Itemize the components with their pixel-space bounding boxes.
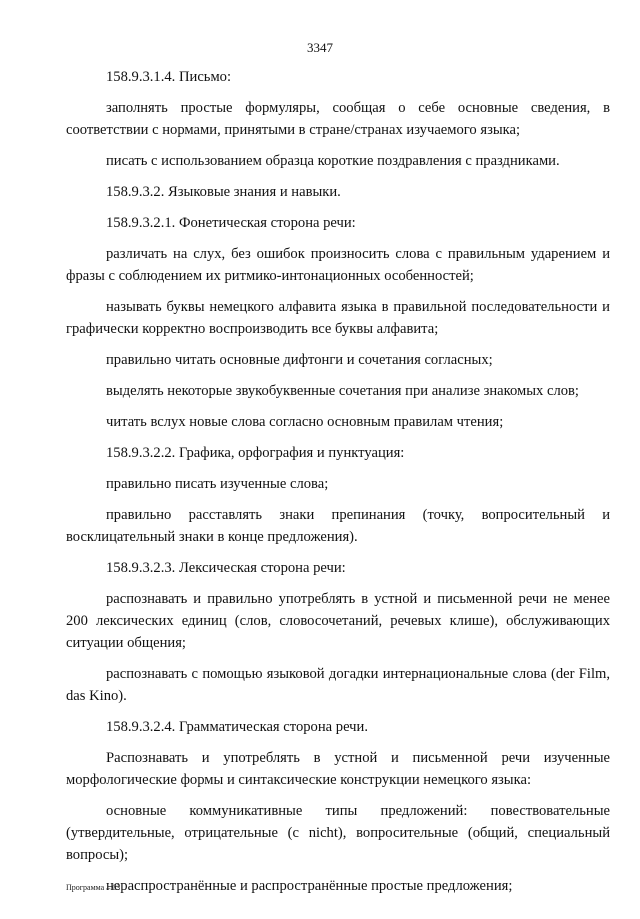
section-heading-phonetics: 158.9.3.2.1. Фонетическая сторона речи: xyxy=(106,215,356,231)
paragraph: Распознавать и употреблять в устной и письменной речи изученные морфологические формы и синтаксические конструкции немецкого языка: xyxy=(66,750,610,788)
page-number: 3347 xyxy=(307,40,333,55)
paragraph: правильно писать изученные слова; xyxy=(106,476,329,492)
paragraph: правильно читать основные дифтонги и сочетания согласных; xyxy=(106,352,493,368)
section-heading-lexis: 158.9.3.2.3. Лексическая сторона речи: xyxy=(106,560,346,576)
paragraph: заполнять простые формуляры, сообщая о себе основные сведения, в соответствии с нормами, принятыми в стране/странах изучаемого языка; xyxy=(66,100,610,138)
section-heading-language-skills: 158.9.3.2. Языковые знания и навыки. xyxy=(106,184,341,200)
paragraph: читать вслух новые слова согласно основным правилам чтения; xyxy=(106,414,504,430)
paragraph: правильно расставлять знаки препинания (точку, вопросительный и восклицательный знаки в конце предложения). xyxy=(66,507,610,545)
paragraph: распознавать и правильно употреблять в устной и письменной речи не менее 200 лексических единиц (слов, словосочетаний, речевых клише), обслуживающих ситуации общения; xyxy=(66,591,610,651)
paragraph: различать на слух, без ошибок произносить слова с правильным ударением и фразы с соблюдением их ритмико-интонационных особенностей; xyxy=(66,246,610,284)
paragraph: основные коммуникативные типы предложений: повествовательные (утвердительные, отрицательные (с nicht), вопросительные (общий, специальный вопросы); xyxy=(66,803,610,863)
paragraph: распознавать с помощью языковой догадки интернациональные слова (der Film, das Kino). xyxy=(66,666,610,704)
paragraph: нераспространённые и распространённые простые предложения; xyxy=(106,878,513,894)
paragraph: называть буквы немецкого алфавита языка в правильной последовательности и графически корректно воспроизводить все буквы алфавита; xyxy=(66,299,610,337)
footer-note: Программа – 03 xyxy=(66,883,121,892)
section-heading-graphics: 158.9.3.2.2. Графика, орфография и пунктуация: xyxy=(106,445,405,461)
document-body xyxy=(66,66,610,906)
paragraph: выделять некоторые звукобуквенные сочетания при анализе знакомых слов; xyxy=(106,383,579,399)
section-heading-writing: 158.9.3.1.4. Письмо: xyxy=(106,69,232,85)
section-heading-grammar: 158.9.3.2.4. Грамматическая сторона речи. xyxy=(106,719,368,735)
paragraph: писать с использованием образца короткие поздравления с праздниками. xyxy=(106,153,560,169)
